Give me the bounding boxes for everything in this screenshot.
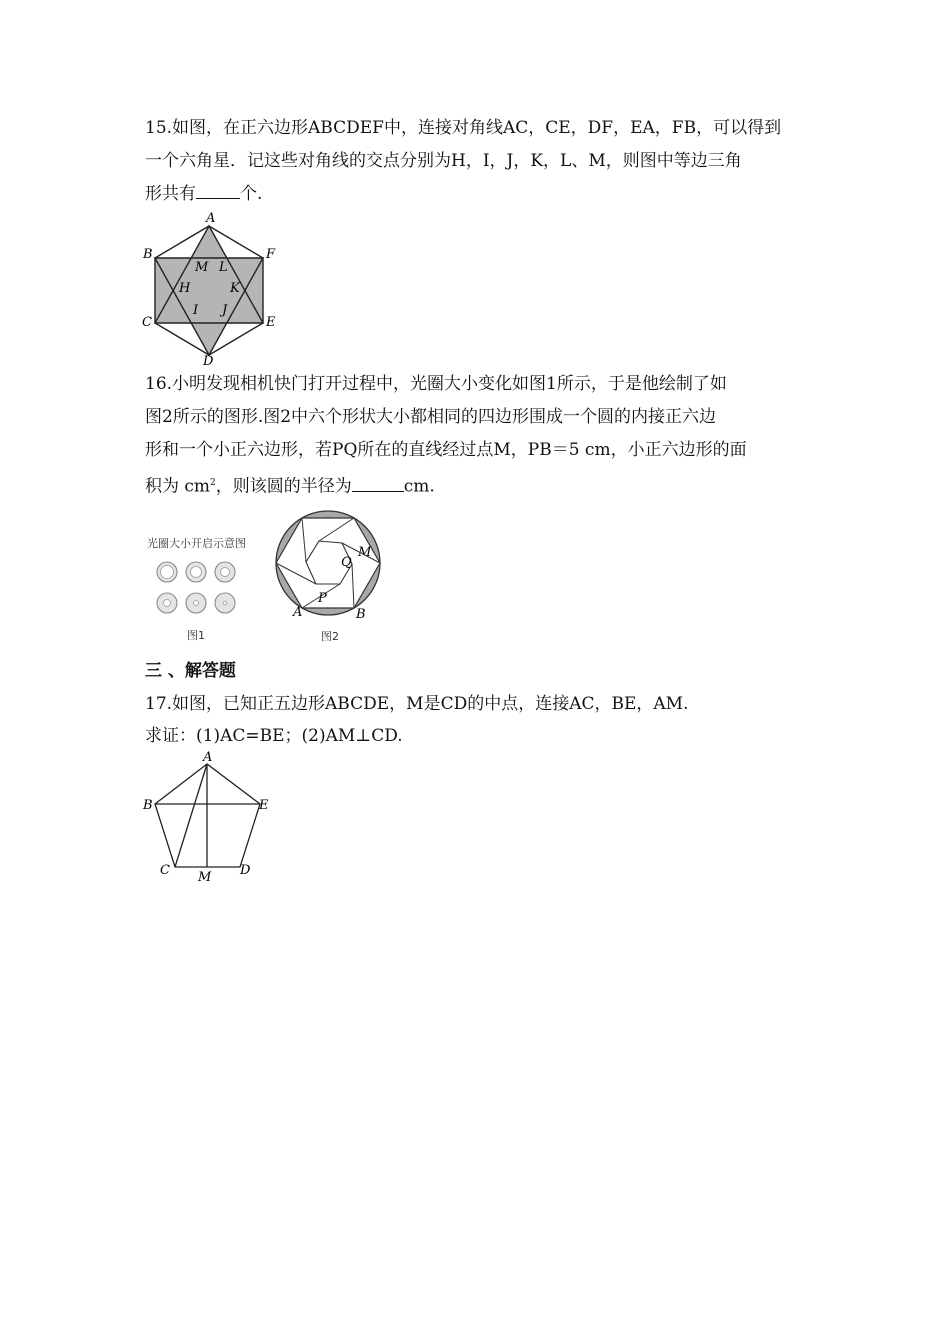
fig2-label-P: P	[318, 591, 327, 606]
q16-line-2: 图2所示的图形.图2中六个形状大小都相同的四边形围成一个圆的内接正六边	[145, 407, 717, 427]
label-D: D	[203, 354, 214, 369]
q15-line-1: 15.如图，在正六边形ABCDEF中，连接对角线AC，CE，DF，EA，FB，可以得到	[145, 118, 782, 138]
label-L: L	[219, 260, 228, 275]
fig2-label-B: B	[356, 607, 366, 622]
label-H: H	[179, 281, 191, 296]
hexagram-figure	[138, 210, 288, 368]
fig2-label-Q: Q	[341, 555, 352, 570]
aperture-figure-2	[270, 508, 400, 648]
fig1-title: 光圈大小开启示意图	[147, 537, 246, 550]
p17-label-E: E	[259, 798, 269, 813]
q17-line-2: 求证：(1)AC=BE；(2)AM⊥CD.	[145, 726, 403, 746]
label-I: I	[193, 303, 199, 318]
section-heading: 三 、解答题	[145, 661, 236, 681]
p17-label-B: B	[143, 798, 153, 813]
pentagon-figure	[140, 752, 280, 887]
p17-label-M: M	[198, 870, 212, 885]
fig1-caption: 图1	[187, 629, 205, 642]
answer-blank	[352, 471, 404, 492]
label-A: A	[206, 211, 216, 226]
q16-line-4: 积为 $cm^2$，则该圆的半径为 cm.	[145, 467, 747, 504]
label-C: C	[142, 315, 152, 330]
label-J: J	[222, 303, 228, 318]
q16-line-3: 形和一个小正六边形，若PQ所在的直线经过点M，PB＝5 cm，小正六边形的面	[145, 440, 747, 460]
p17-label-C: C	[160, 863, 170, 878]
q15-line-2: 一个六角星．记这些对角线的交点分别为H，I，J，K，L、M，则图中等边三角	[145, 151, 742, 171]
label-B: B	[143, 247, 153, 262]
question-17	[145, 688, 689, 752]
question-15	[145, 112, 781, 211]
question-16	[145, 368, 747, 504]
label-F: F	[266, 247, 276, 262]
q15-line-3: 形共有 个.	[145, 178, 781, 211]
p17-label-A: A	[203, 750, 213, 765]
q17-line-1: 17.如图，已知正五边形ABCDE，M是CD的中点，连接AC，BE，AM.	[145, 694, 689, 714]
fig2-label-A: A	[293, 605, 303, 620]
label-K: K	[230, 281, 240, 296]
aperture-figure-1	[140, 535, 260, 647]
label-M: M	[195, 260, 209, 275]
p17-label-D: D	[240, 863, 251, 878]
answer-blank	[196, 178, 240, 199]
fig2-label-M: M	[358, 545, 372, 560]
label-E: E	[266, 315, 276, 330]
fig2-caption: 图2	[321, 630, 339, 643]
q16-line-1: 16.小明发现相机快门打开过程中，光圈大小变化如图1所示，于是他绘制了如	[145, 374, 727, 394]
